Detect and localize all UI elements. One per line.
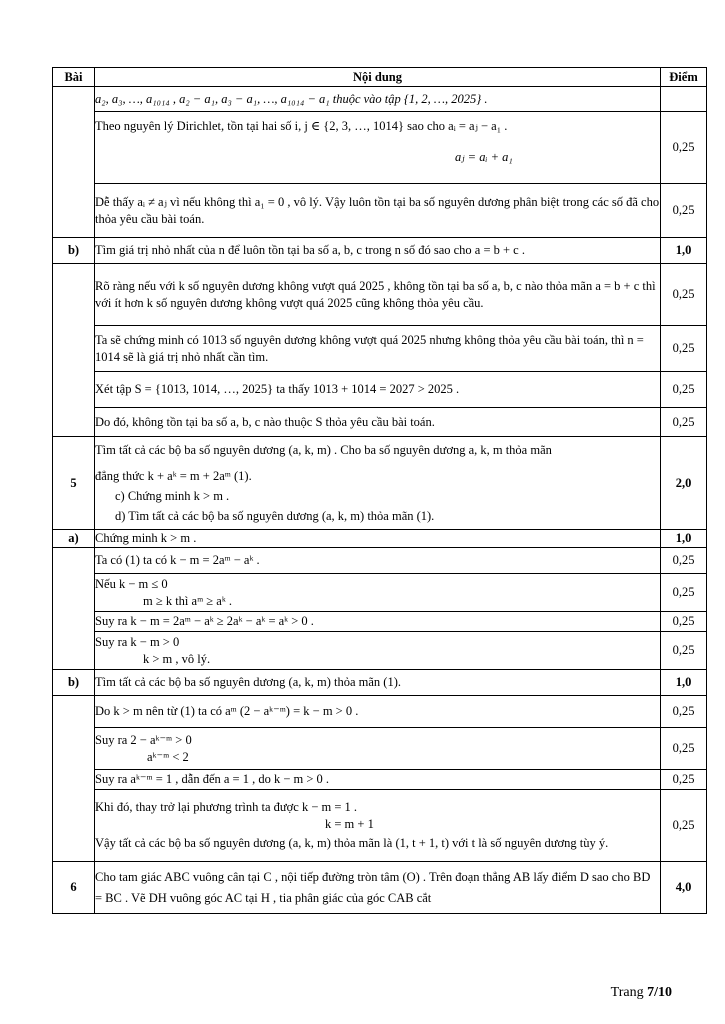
- content-line: Tìm tất cả các bộ ba số nguyên dương (a, k, m) . Cho ba số nguyên dương a, k, m thỏa mãn: [95, 443, 552, 457]
- page-count: 7/10: [647, 985, 672, 1000]
- score-cell: 1,0: [661, 530, 707, 548]
- header-content: Nội dung: [95, 68, 661, 87]
- content-cell: [95, 612, 661, 632]
- score-cell: 0,25: [661, 790, 707, 862]
- table-row: [53, 408, 707, 437]
- score-cell: 0,25: [661, 632, 707, 670]
- table-row: [53, 574, 707, 612]
- content-cell: [95, 408, 661, 437]
- table-row: [53, 184, 707, 238]
- table-row: [53, 326, 707, 372]
- content-line: Khi đó, thay trở lại phương trình ta được k − m = 1 .: [95, 800, 358, 814]
- content-line: Ta có (1) ta có k − m = 2aᵐ − aᵏ .: [95, 553, 260, 567]
- content-line: Nếu k − m ≤ 0: [95, 576, 168, 591]
- content-cell: [95, 696, 661, 728]
- bai-cell: 6: [53, 862, 95, 914]
- table-row: [53, 632, 707, 670]
- table-row: [53, 696, 707, 728]
- score-cell: 1,0: [661, 238, 707, 264]
- content-line: Tìm tất cả các bộ ba số nguyên dương (a, k, m) thỏa mãn (1).: [95, 675, 401, 689]
- score-cell: 0,25: [661, 770, 707, 790]
- page-number: [611, 985, 672, 1001]
- table-row: [53, 238, 707, 264]
- table-row: [53, 770, 707, 790]
- score-cell: 0,25: [661, 372, 707, 408]
- content-line: Do k > m nên từ (1) ta có aᵐ (2 − aᵏ⁻ᵐ) = k − m > 0 .: [95, 704, 359, 718]
- content-cell: [95, 264, 661, 326]
- bai-cell: [53, 696, 95, 862]
- content-line: Suy ra 2 − aᵏ⁻ᵐ > 0: [95, 732, 192, 747]
- content-line: Cho tam giác ABC vuông cân tại C , nội tiếp đường tròn tâm (O) . Trên đoạn thẳng AB lấy điểm D sao cho BD = BC . Vẽ DH vuông góc AC tại H , tia phân giác của góc CAB cắt: [95, 869, 651, 905]
- content-cell: [95, 632, 661, 670]
- bai-cell: b): [53, 238, 95, 264]
- content-cell: [95, 548, 661, 574]
- table-row: [53, 87, 707, 112]
- score-cell: 0,25: [661, 326, 707, 372]
- score-cell: 0,25: [661, 184, 707, 238]
- content-line: c) Chứng minh k > m .: [115, 489, 230, 503]
- content-line: Suy ra aᵏ⁻ᵐ = 1 , dẫn đến a = 1 , do k − m > 0 .: [95, 772, 330, 786]
- content-cell: [95, 238, 661, 264]
- content-line: Chứng minh k > m .: [95, 531, 197, 545]
- header-score: Điểm: [661, 68, 707, 87]
- page-prefix: Trang: [610, 985, 648, 1000]
- content-cell: [95, 728, 661, 770]
- table-row: [53, 264, 707, 326]
- content-line: Rõ ràng nếu với k số nguyên dương không vượt quá 2025 , không tồn tại ba số a, b, c nào thỏa mãn a = b + c thì với ít hơn k số nguyên dương không vượt quá 2025 cũng không thỏa yêu cầu.: [95, 278, 656, 310]
- score-cell: 0,25: [661, 574, 707, 612]
- score-cell: 0,25: [661, 728, 707, 770]
- table-row: [53, 670, 707, 696]
- content-line: Do đó, không tồn tại ba số a, b, c nào thuộc S thỏa yêu cầu bài toán.: [95, 414, 435, 429]
- content-line: Vậy tất cả các bộ ba số nguyên dương (a, k, m) thỏa mãn là (1, t + 1, t) với t là số nguyên dương tùy ý.: [95, 836, 609, 850]
- content-line: d) Tìm tất cả các bộ ba số nguyên dương (a, k, m) thỏa mãn (1).: [115, 509, 435, 523]
- table-row: [53, 612, 707, 632]
- content-cell: [95, 574, 661, 612]
- content-line: k = m + 1: [325, 817, 374, 831]
- content-cell: [95, 862, 661, 914]
- content-line: đẳng thức k + aᵏ = m + 2aᵐ (1).: [95, 469, 252, 483]
- content-cell: [95, 530, 661, 548]
- content-cell: [95, 670, 661, 696]
- score-cell: 0,25: [661, 408, 707, 437]
- content-cell: [95, 326, 661, 372]
- grading-table: [52, 67, 707, 914]
- score-cell: 0,25: [661, 112, 707, 184]
- content-line: aᵏ⁻ᵐ < 2: [147, 749, 189, 764]
- content-line: Theo nguyên lý Dirichlet, tồn tại hai số i, j ∈ {2, 3, …, 1014} sao cho aᵢ = aⱼ − a₁ .: [95, 119, 508, 133]
- content-line: aⱼ = aᵢ + a₁: [455, 150, 513, 164]
- content-line: Suy ra k − m = 2aᵐ − aᵏ ≥ 2aᵏ − aᵏ = aᵏ > 0 .: [95, 614, 314, 628]
- table-header-row: [53, 68, 707, 87]
- score-cell: 1,0: [661, 670, 707, 696]
- score-cell: 0,25: [661, 264, 707, 326]
- bai-cell: [53, 548, 95, 670]
- score-cell: 2,0: [661, 437, 707, 530]
- content-cell: [95, 437, 661, 530]
- table-row: [53, 790, 707, 862]
- bai-cell: [53, 264, 95, 437]
- bai-cell: b): [53, 670, 95, 696]
- content-line: Suy ra k − m > 0: [95, 634, 180, 649]
- score-cell: 0,25: [661, 612, 707, 632]
- table-row: [53, 112, 707, 184]
- table-row: [53, 372, 707, 408]
- content-line: m ≥ k thì aᵐ ≥ aᵏ .: [143, 593, 233, 608]
- table-row: [53, 530, 707, 548]
- content-line: Dễ thấy aᵢ ≠ aⱼ vì nếu không thì a₁ = 0 , vô lý. Vậy luôn tồn tại ba số nguyên dương phân biệt trong các số đã cho thỏa yêu cầu bài toán.: [95, 194, 660, 226]
- content-cell: [95, 112, 661, 184]
- content-cell: [95, 372, 661, 408]
- content-line: a₂, a₃, …, a₁₀₁₄ , a₂ − a₁, a₃ − a₁, …, a₁₀₁₄ − a₁ thuộc vào tập {1, 2, …, 2025} .: [95, 91, 488, 106]
- score-cell: 4,0: [661, 862, 707, 914]
- header-bai: Bài: [53, 68, 95, 87]
- content-cell: [95, 184, 661, 238]
- score-cell: [661, 87, 707, 112]
- table-row: [53, 548, 707, 574]
- content-line: k > m , vô lý.: [143, 651, 211, 666]
- table-row: [53, 728, 707, 770]
- bai-cell: a): [53, 530, 95, 548]
- table-row: [53, 862, 707, 914]
- content-line: Tìm giá trị nhỏ nhất của n để luôn tồn tại ba số a, b, c trong n số đó sao cho a = b + c .: [95, 243, 525, 257]
- content-line: Ta sẽ chứng minh có 1013 số nguyên dương không vượt quá 2025 nhưng không thỏa yêu cầu bài toán, thì n = 1014 sẽ là giá trị nhỏ nhất cần tìm.: [95, 332, 644, 364]
- bai-cell: [53, 87, 95, 238]
- content-cell: [95, 790, 661, 862]
- content-cell: [95, 87, 661, 112]
- score-cell: 0,25: [661, 548, 707, 574]
- score-cell: 0,25: [661, 696, 707, 728]
- bai-cell: 5: [53, 437, 95, 530]
- content-cell: [95, 770, 661, 790]
- content-line: Xét tập S = {1013, 1014, …, 2025} ta thấy 1013 + 1014 = 2027 > 2025 .: [95, 382, 460, 396]
- table-row: [53, 437, 707, 530]
